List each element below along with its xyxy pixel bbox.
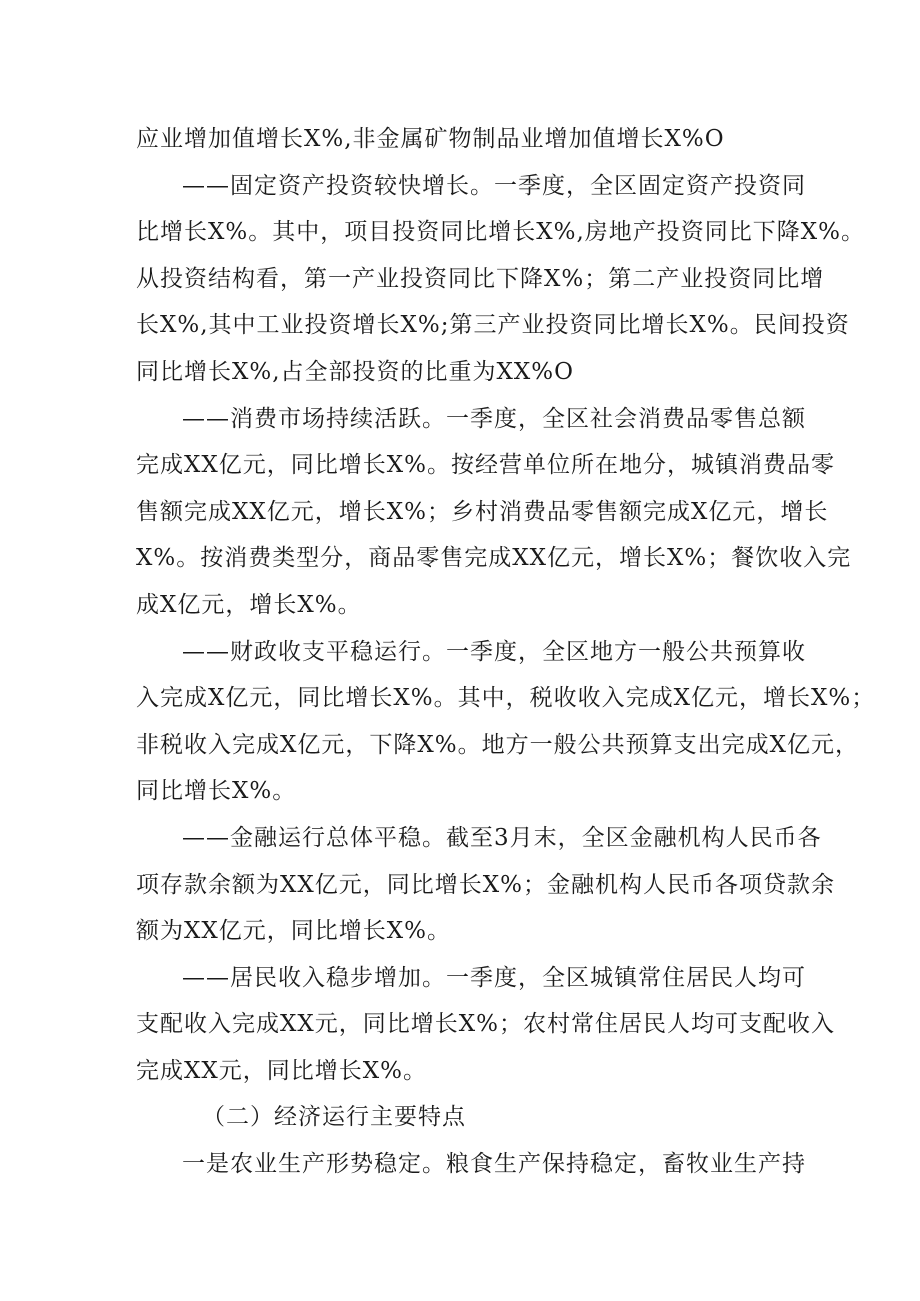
text-line: 一是农业生产形势稳定。粮食生产保持稳定，畜牧业生产持 (182, 1151, 806, 1178)
text-line: 项存款余额为XX亿元，同比增长X%；金融机构人民币各项贷款余 (136, 871, 835, 898)
text-line: 长X%,其中工业投资增长X%;第三产业投资同比增长X%。民间投资 (136, 312, 850, 339)
text-line: 比增长X%。其中，项目投资同比增长X%,房地产投资同比下降X%。 (136, 219, 865, 246)
text-line: ——居民收入稳步增加。一季度，全区城镇常住居民人均可 (182, 964, 806, 991)
paragraph-consumer-market (136, 396, 852, 629)
text-line: X%。按消费类型分，商品零售完成XX亿元，增长X%；餐饮收入完 (136, 545, 852, 572)
text-line: 从投资结构看，第一产业投资同比下降X%；第二产业投资同比增 (136, 265, 825, 292)
text-line: ——消费市场持续活跃。一季度，全区社会消费品零售总额 (182, 405, 806, 432)
paragraph-fixed-asset-investment (136, 163, 865, 396)
paragraph-industry-tail (136, 116, 796, 163)
text-line: 同比增长X%,占全部投资的比重为XX%O (136, 358, 574, 385)
text-line: 完成XX元，同比增长X%。 (136, 1057, 427, 1084)
text-line: 成X亿元，增长X%。 (136, 591, 362, 618)
document-body (136, 116, 876, 1188)
text-line: 非税收入完成X亿元，下降X%。地方一般公共预算支出完成X亿元， (136, 731, 859, 758)
text-line: ——财政收支平稳运行。一季度，全区地方一般公共预算收 (182, 638, 806, 665)
paragraph-agriculture (136, 1141, 806, 1188)
text-line: 完成XX亿元，同比增长X%。按经营单位所在地分，城镇消费品零 (136, 452, 835, 479)
section-heading (136, 1094, 796, 1141)
text-line: 同比增长X%。 (136, 778, 297, 805)
text-line: 支配收入完成XX元，同比增长X%；农村常住居民人均可支配收入 (136, 1011, 835, 1038)
text-line: ——固定资产投资较快增长。一季度，全区固定资产投资同 (182, 172, 806, 199)
text-line: 入完成X亿元，同比增长X%。其中，税收收入完成X亿元，增长X%； (136, 685, 876, 712)
text-line: 售额完成XX亿元，增长X%；乡村消费品零售额完成X亿元，增长 (136, 498, 829, 525)
text-line: ——金融运行总体平稳。截至3月末，全区金融机构人民币各 (182, 824, 822, 851)
paragraph-fiscal (136, 629, 876, 815)
text-line: 应业增加值增长X%,非金属矿物制品业增加值增长X%O (136, 126, 725, 152)
text-line: 额为XX亿元，同比增长X%。 (136, 918, 451, 945)
paragraph-finance (136, 815, 835, 955)
section-title: （二）经济运行主要特点 (202, 1104, 466, 1131)
paragraph-income (136, 955, 835, 1095)
